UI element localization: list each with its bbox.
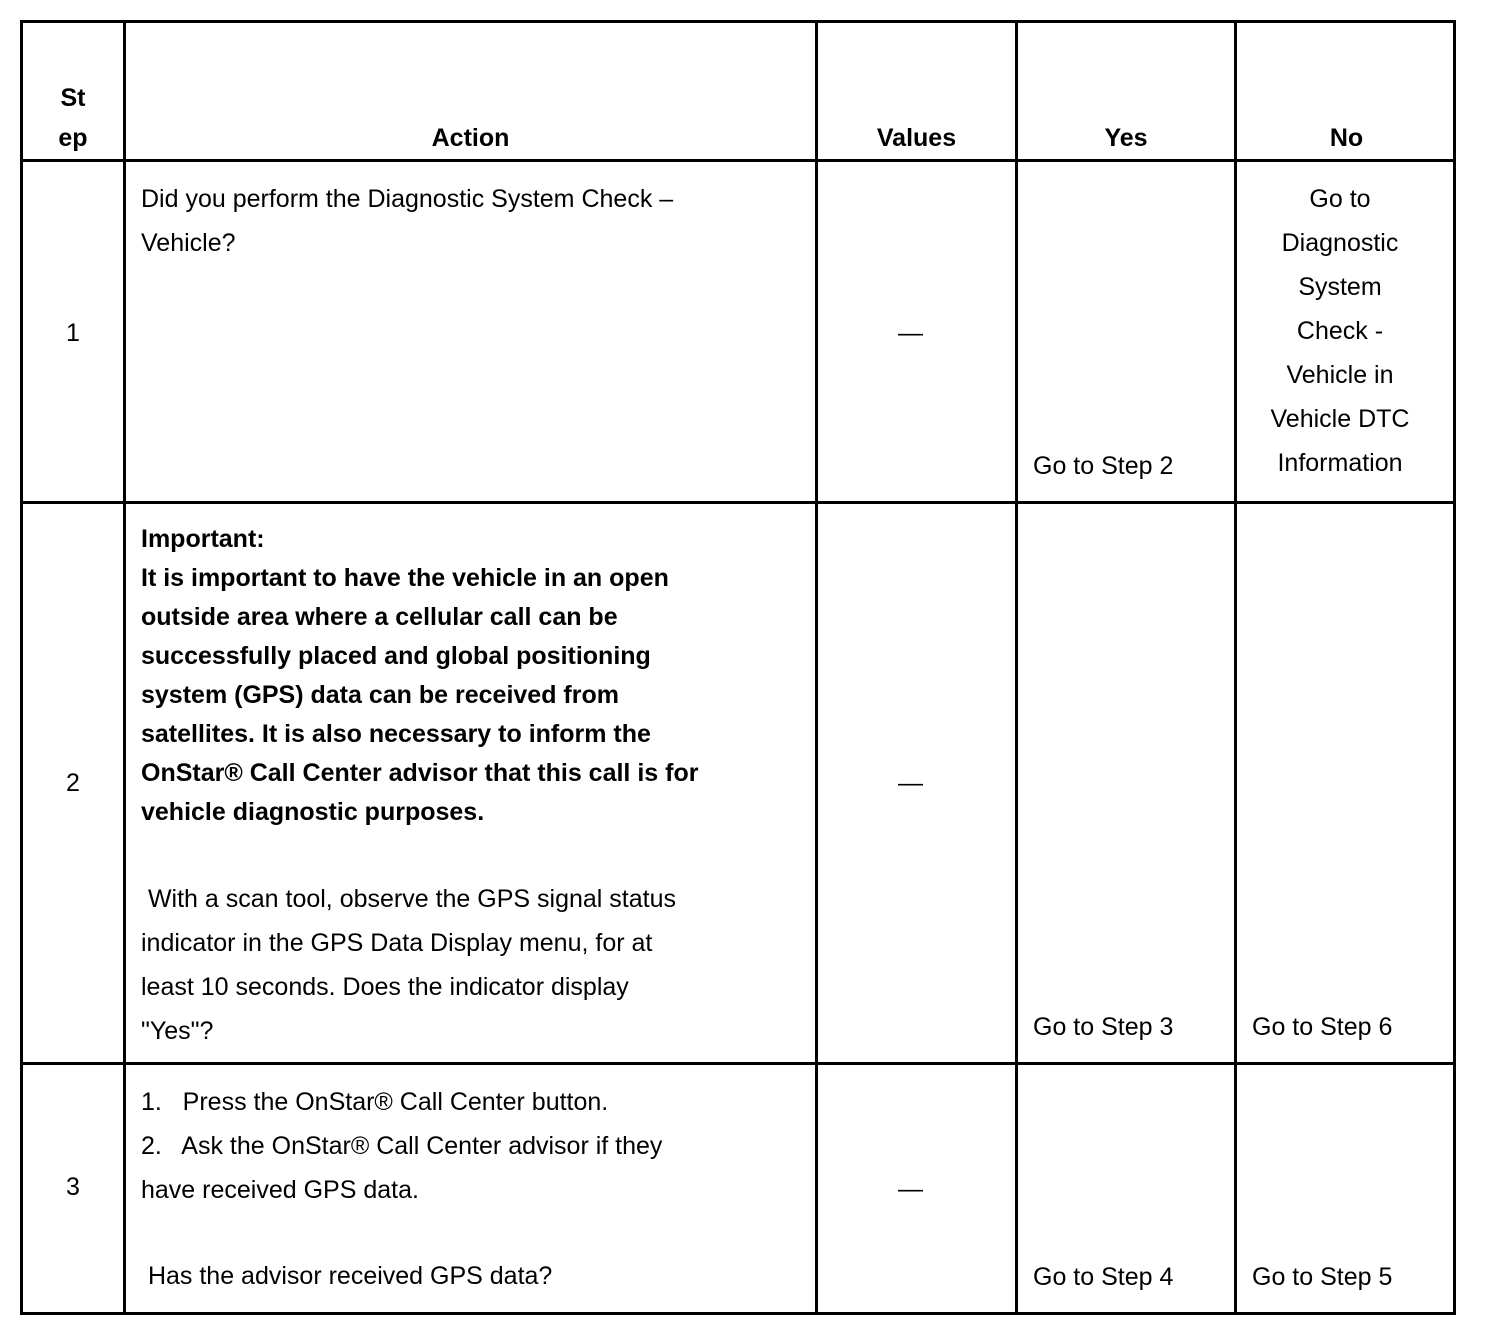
header-step [23,78,123,158]
column-divider [1015,23,1018,1312]
row-divider [23,1062,1453,1065]
row1-no-line: Information [1277,449,1403,477]
row1-no [1237,177,1443,485]
important-label: Important: [141,525,265,553]
row3-question: Has the advisor received GPS data? [141,1262,553,1290]
row1-no-line: Diagnostic [1281,229,1399,257]
header-action: Action [431,124,510,152]
action-line: have received GPS data. [141,1176,419,1204]
row3-yes: Go to Step 4 [1033,1263,1174,1291]
action-line: With a scan tool, observe the GPS signal status [141,885,676,913]
row-divider [23,501,1453,504]
action-line: "Yes"? [141,1017,214,1045]
row2-action [141,520,801,1053]
diagnostic-table [20,20,1456,1315]
header-yes: Yes [1104,124,1148,152]
action-line: indicator in the GPS Data Display menu, for at [141,929,653,957]
row1-yes: Go to Step 2 [1033,452,1174,480]
action-line: 1. Press the OnStar® Call Center button. [141,1088,609,1116]
header-no: No [1329,124,1364,152]
row3-no: Go to Step 5 [1252,1263,1393,1291]
spacer [141,1212,801,1254]
important-line: satellites. It is also necessary to inform the [141,720,651,748]
action-line: 2. Ask the OnStar® Call Center advisor if they [141,1132,663,1160]
row1-no-line: Vehicle in [1286,361,1394,389]
row1-action: Did you perform the Diagnostic System Check – Vehicle? [141,185,674,257]
spacer [141,832,801,877]
row1-values: — [898,319,923,347]
row3-step: 3 [66,1173,80,1201]
row-divider [23,159,1453,162]
column-divider [123,23,126,1312]
important-line: successfully placed and global positioning [141,642,651,670]
row2-step: 2 [66,769,80,797]
action-line: least 10 seconds. Does the indicator display [141,973,629,1001]
row1-no-line: System [1298,273,1382,301]
header-values: Values [876,124,957,152]
row3-action [141,1080,801,1298]
important-line: outside area where a cellular call can be [141,603,618,631]
important-line: system (GPS) data can be received from [141,681,619,709]
row2-yes: Go to Step 3 [1033,1013,1174,1041]
row1-no-line: Check - [1296,317,1384,345]
important-line: It is important to have the vehicle in an open [141,564,669,592]
important-line: OnStar® Call Center advisor that this call is for [141,759,699,787]
row2-values: — [898,769,923,797]
column-divider [815,23,818,1312]
row1-no-line: Vehicle DTC [1270,405,1410,433]
header-step-line2: ep [58,124,88,152]
row3-values: — [898,1175,923,1203]
row2-no: Go to Step 6 [1252,1013,1393,1041]
row1-step: 1 [66,319,80,347]
important-line: vehicle diagnostic purposes. [141,798,485,826]
header-step-line1: St [60,84,86,112]
row1-no-line: Go to [1309,185,1371,213]
